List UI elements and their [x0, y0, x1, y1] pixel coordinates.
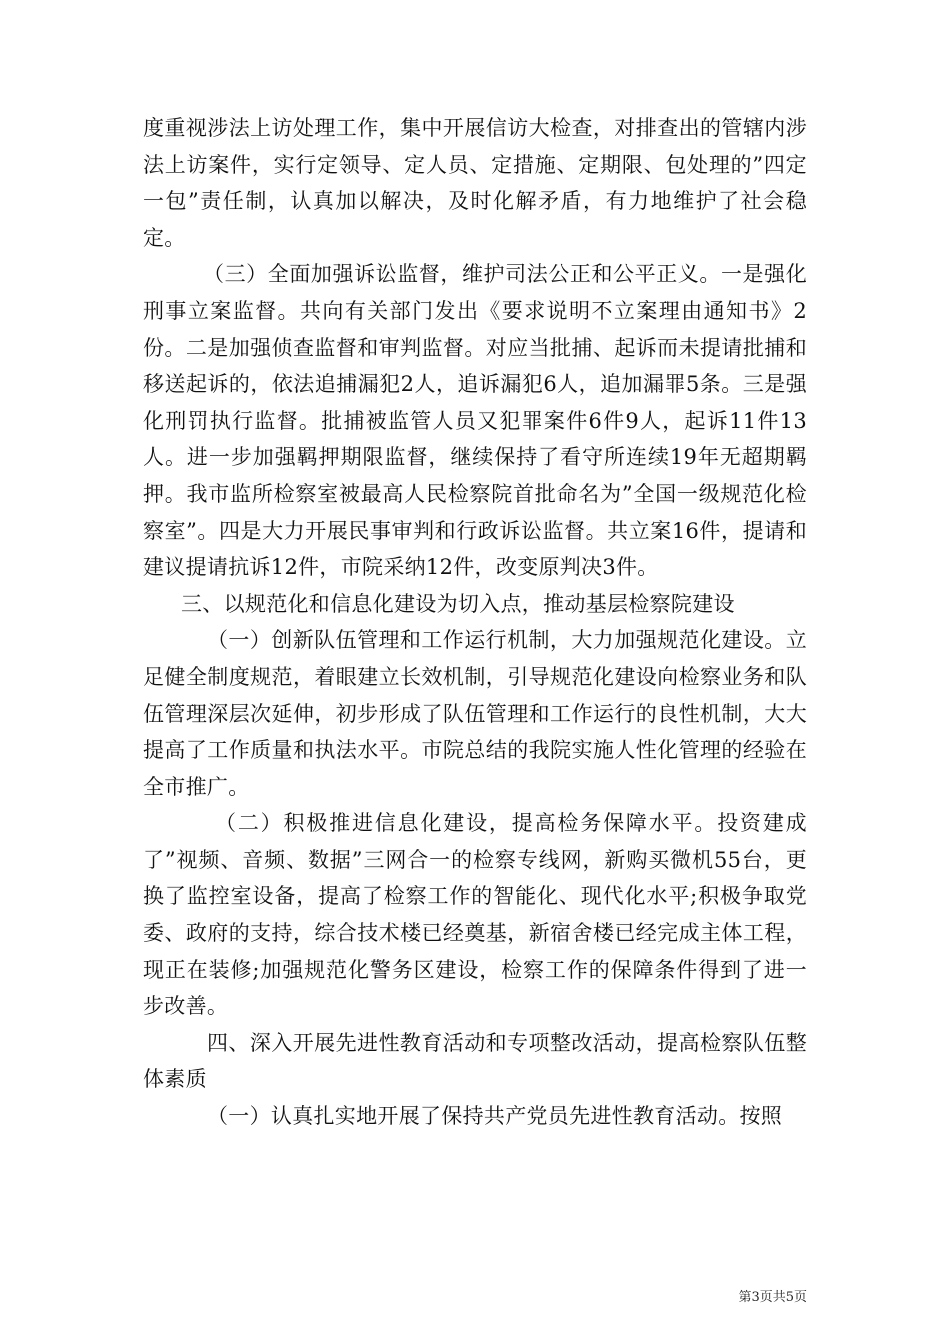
- paragraph-education-activity: （一）认真扎实地开展了保持共产党员先进性教育活动。按照: [207, 1104, 783, 1129]
- paragraph-standardization: （一）创新队伍管理和工作运行机制，大力加强规范化建设。立足健全制度规范，着眼建立长效机制，引导规范化建设向检察业务和队伍管理深层次延伸，初步形成了队伍管理和工作运行的良性机制，大大提高了工作质量和执法水平。市院总结的我院实施人性化管理的经验在全市推广。: [143, 628, 807, 799]
- section-heading-three: 三、以规范化和信息化建设为切入点，推动基层检察院建设: [181, 591, 735, 616]
- section-heading-four: 四、深入开展先进性教育活动和专项整改活动，提高检察队伍整体素质: [143, 1030, 807, 1092]
- page-number-footer: 第3页共5页: [738, 1290, 807, 1305]
- document-body: [143, 110, 807, 1135]
- paragraph-continuation: 度重视涉法上访处理工作，集中开展信访大检查，对排查出的管辖内涉法上访案件，实行定领导、定人员、定措施、定期限、包处理的”四定一包”责任制，认真加以解决，及时化解矛盾，有力地维护了社会稳定。: [143, 116, 807, 250]
- paragraph-informatization: （二）积极推进信息化建设，提高检务保障水平。投资建成了”视频、音频、数据”三网合一的检察专线网，新购买微机55台，更换了监控室设备，提高了检察工作的智能化、现代化水平;积极争取党委、政府的支持，综合技术楼已经奠基，新宿舍楼已经完成主体工程，现正在装修;加强规范化警务区建设，检察工作的保障条件得到了进一步改善。: [143, 811, 807, 1019]
- paragraph-litigation-supervision: （三）全面加强诉讼监督，维护司法公正和公平正义。一是强化刑事立案监督。共向有关部门发出《要求说明不立案理由通知书》2份。二是加强侦查监督和审判监督。对应当批捕、起诉而未提请批捕和移送起诉的，依法追捕漏犯2人，追诉漏犯6人，追加漏罪5条。三是强化刑罚执行监督。批捕被监管人员又犯罪案件6件9人，起诉11件13人。进一步加强羁押期限监督，继续保持了看守所连续19年无超期羁押。我市监所检察室被最高人民检察院首批命名为”全国一级规范化检察室”。四是大力开展民事审判和行政诉讼监督。共立案16件，提请和建议提请抗诉12件，市院采纳12件，改变原判决3件。: [143, 262, 807, 580]
